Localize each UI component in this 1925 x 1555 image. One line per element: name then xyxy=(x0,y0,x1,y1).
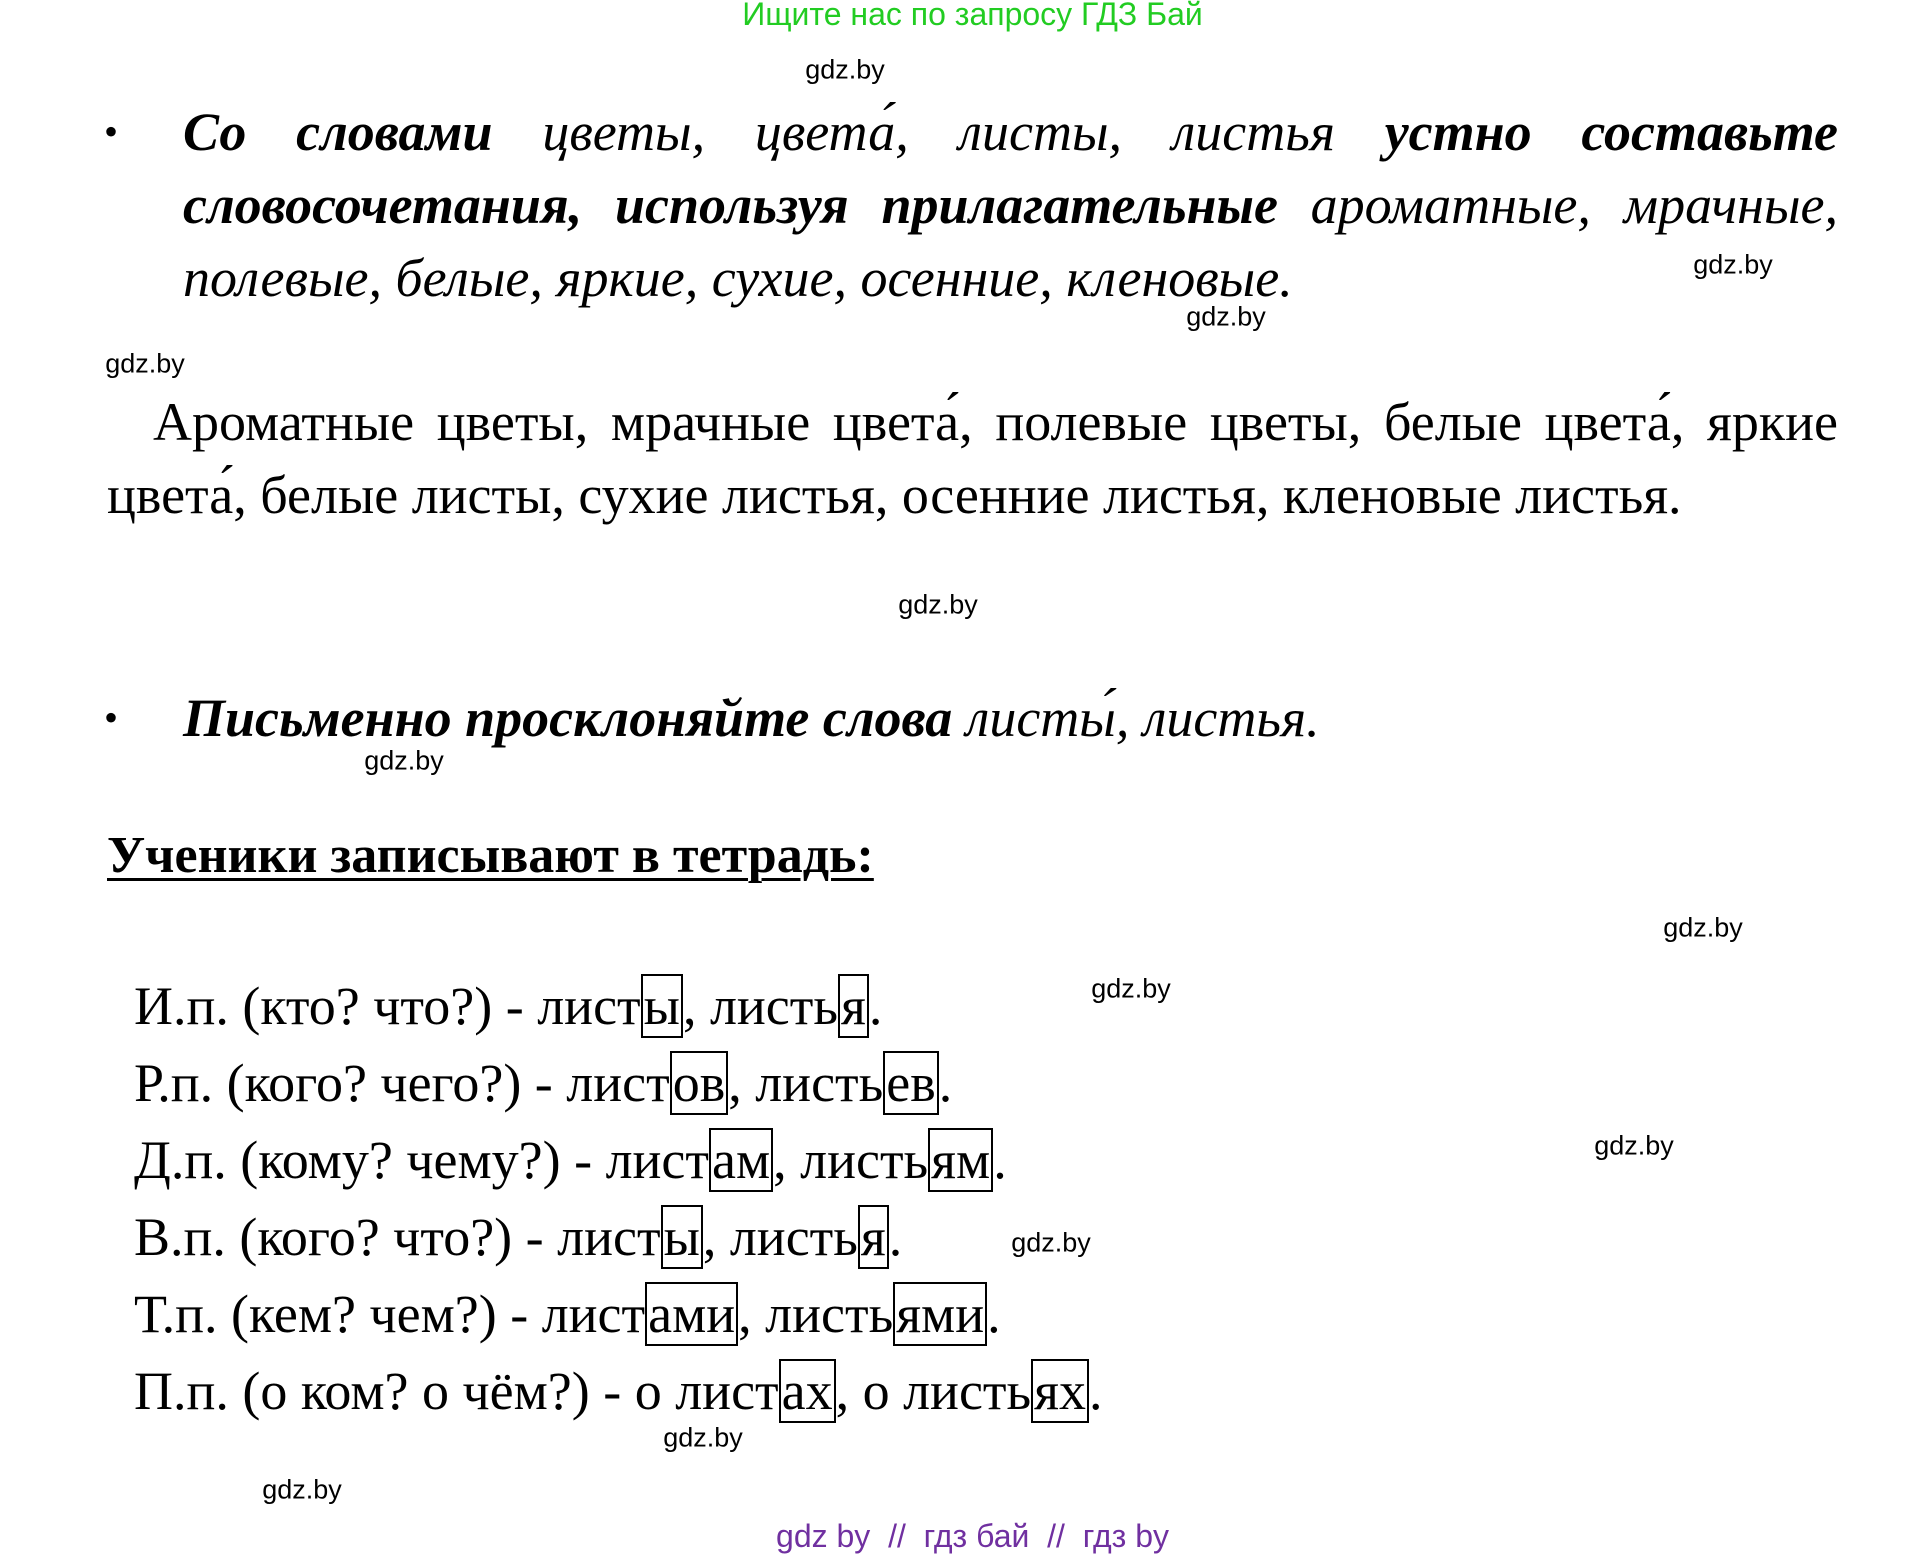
notebook-heading: Ученики записывают в тетрадь: xyxy=(107,827,874,884)
task1-adjectives: ароматные, мрачные, полевые, белые, яркие, сухие, осенние, кленовые. xyxy=(183,175,1838,308)
stem: лист xyxy=(541,1284,646,1344)
watermark: gdz.by xyxy=(1011,1227,1091,1258)
stem: о листь xyxy=(862,1361,1032,1421)
task1-bold-2: устно составьте словосочетания, используя прилагательные xyxy=(183,102,1839,235)
declension-row xyxy=(134,1353,1103,1430)
stem: лист xyxy=(605,1130,709,1190)
case-label: Т.п. (кем? чем?) - xyxy=(134,1284,542,1344)
ending-box: ях xyxy=(1031,1359,1089,1423)
declension-row xyxy=(134,1045,1103,1122)
separator: , xyxy=(728,1053,756,1113)
ending-box: ы xyxy=(661,1205,703,1269)
separator: , xyxy=(682,976,710,1036)
case-label: В.п. (кого? что?) - xyxy=(134,1207,558,1267)
watermark: gdz.by xyxy=(1091,973,1171,1004)
case-label: Р.п. (кого? чего?) - xyxy=(134,1053,567,1113)
watermark: gdz.by xyxy=(1693,249,1773,280)
stem: лист xyxy=(537,976,641,1036)
ending-box: ах xyxy=(779,1359,836,1423)
ending-box: ями xyxy=(893,1282,987,1346)
ending-box: я xyxy=(838,974,869,1038)
declension-list xyxy=(134,968,1103,1430)
stem: листь xyxy=(729,1207,858,1267)
watermark: gdz.by xyxy=(364,745,444,776)
declension-row xyxy=(134,1122,1103,1199)
stem: лист xyxy=(557,1207,661,1267)
answer1-text: Ароматные цветы, мрачные цвета́, полевые цветы, белые цвета́, яркие цвета́, белые листы, сухие листья, осенние листья, кленовые листья. xyxy=(107,392,1838,525)
task2-text xyxy=(183,682,1320,755)
watermark: gdz.by xyxy=(1594,1130,1674,1161)
watermark: gdz.by xyxy=(663,1422,743,1453)
watermark: gdz.by xyxy=(105,348,185,379)
stem: листь xyxy=(755,1053,884,1113)
task2-words: листы́, листья. xyxy=(952,688,1320,748)
stem: листь xyxy=(765,1284,894,1344)
stem: лист xyxy=(566,1053,670,1113)
ending-box: ев xyxy=(883,1051,938,1115)
bullet-2: • xyxy=(104,695,119,740)
separator: , xyxy=(835,1361,863,1421)
ending-box: ов xyxy=(670,1051,729,1115)
period: . xyxy=(1089,1361,1103,1421)
stem: листь xyxy=(800,1130,929,1190)
ending-box: ам xyxy=(709,1128,773,1192)
period: . xyxy=(868,976,883,1036)
separator: , xyxy=(738,1284,766,1344)
watermark: gdz.by xyxy=(1186,301,1266,332)
watermark: gdz.by xyxy=(262,1474,342,1505)
stem: о лист xyxy=(634,1361,779,1421)
ending-box: ы xyxy=(641,974,683,1038)
separator: , xyxy=(702,1207,730,1267)
declension-row xyxy=(134,968,1103,1045)
period: . xyxy=(888,1207,903,1267)
ending-box: я xyxy=(858,1205,889,1269)
bullet-1: • xyxy=(104,109,119,154)
ending-box: ям xyxy=(928,1128,993,1192)
footer-banner: gdz by // гдз бай // гдз by xyxy=(776,1518,1169,1554)
period: . xyxy=(938,1053,953,1113)
ending-box: ами xyxy=(645,1282,738,1346)
case-label: И.п. (кто? что?) - xyxy=(134,976,538,1036)
header-banner: Ищите нас по запросу ГДЗ Бай xyxy=(742,0,1203,32)
task1-bold-1: Со словами xyxy=(183,102,493,162)
watermark: gdz.by xyxy=(898,589,978,620)
case-label: Д.п. (кому? чему?) - xyxy=(134,1130,606,1190)
case-label: П.п. (о ком? о чём?) - xyxy=(134,1361,635,1421)
separator: , xyxy=(773,1130,801,1190)
watermark: gdz.by xyxy=(1663,912,1743,943)
declension-row xyxy=(134,1199,1103,1276)
task2-bold: Письменно просклоняйте слова xyxy=(183,688,953,748)
stem: листь xyxy=(709,976,838,1036)
period: . xyxy=(987,1284,1001,1344)
watermark: gdz.by xyxy=(805,54,885,85)
period: . xyxy=(993,1130,1007,1190)
task1-words: цветы, цвета́, листы, листья xyxy=(492,102,1385,162)
task1-text xyxy=(183,96,1838,315)
declension-row xyxy=(134,1276,1103,1353)
